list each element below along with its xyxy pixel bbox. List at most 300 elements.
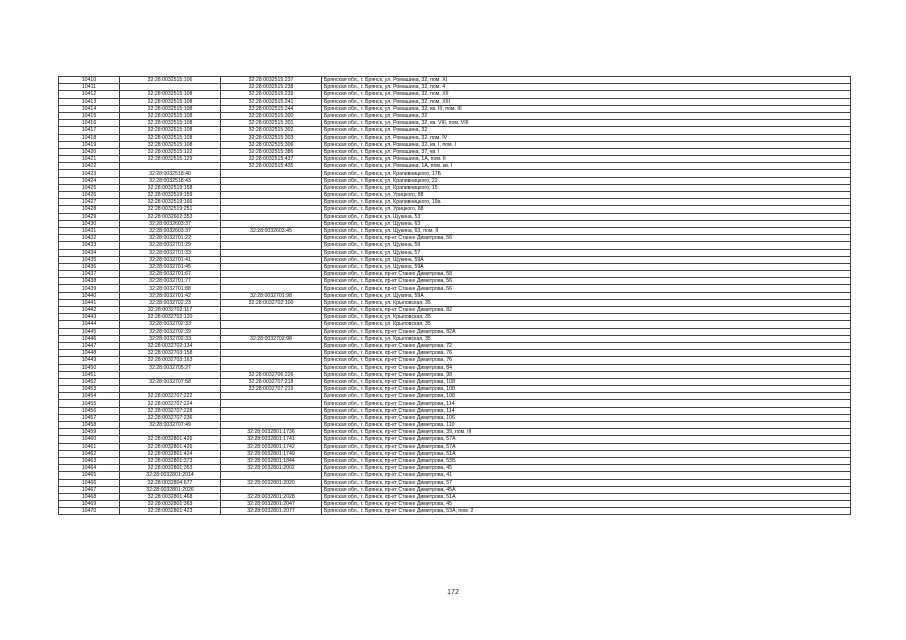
table-row [59, 378, 851, 385]
table-row [59, 479, 851, 486]
cadastral-number-cell: 32:28:0032801:373 [120, 457, 221, 464]
premises-cadastral-number-cell [221, 307, 322, 314]
table-row [59, 170, 851, 177]
premises-cadastral-number-cell [221, 342, 322, 349]
table-row [59, 414, 851, 421]
cadastral-number-cell: 32:28:0032707:236 [120, 414, 221, 421]
table-row [59, 407, 851, 414]
cadastral-number-cell: 32:28:0032701:22 [120, 235, 221, 242]
address-cell: Брянская обл., г. Брянск, ул. Урицкого, 88 [322, 206, 851, 213]
cadastral-number-cell: 32:28:0032702:117 [120, 307, 221, 314]
row-number-cell: 10435 [59, 256, 120, 263]
address-cell: Брянская обл., г. Брянск, пр-кт Станке Димитрова, 108 [322, 378, 851, 385]
cadastral-number-cell: 32:28:0032519:159 [120, 192, 221, 199]
row-number-cell: 10419 [59, 141, 120, 148]
address-cell: Брянская обл., г. Брянск, пр-кт Станке Димитрова, 45 [322, 465, 851, 472]
cadastral-number-cell: 32:28:0032519:251 [120, 206, 221, 213]
premises-cadastral-number-cell: 32:28:0032515:241 [221, 98, 322, 105]
address-cell: Брянская обл., г. Брянск, пр-кт Станке Димитрова, 56 [322, 285, 851, 292]
cadastral-number-cell: 32:28:0032701:33 [120, 249, 221, 256]
address-cell: Брянская обл., г. Брянск, пр-кт Станке Димитрова, 45 [322, 501, 851, 508]
address-cell: Брянская обл., г. Брянск, ул. Ромашина, 1А, пом. кв. I [322, 163, 851, 170]
address-cell: Брянская обл., г. Брянск, ул. Крыловская, 35 [322, 335, 851, 342]
row-number-cell: 10428 [59, 206, 120, 213]
premises-cadastral-number-cell: 32:28:0032515:239 [221, 91, 322, 98]
premises-cadastral-number-cell [221, 314, 322, 321]
row-number-cell: 10420 [59, 148, 120, 155]
row-number-cell: 10450 [59, 364, 120, 371]
premises-cadastral-number-cell: 32:28:0032801:1749 [221, 450, 322, 457]
cadastral-number-cell: 32:28:0032701:45 [120, 263, 221, 270]
premises-cadastral-number-cell: 32:28:0032515:237 [221, 77, 322, 84]
row-number-cell: 10457 [59, 414, 120, 421]
table-row [59, 77, 851, 84]
premises-cadastral-number-cell [221, 357, 322, 364]
premises-cadastral-number-cell [221, 177, 322, 184]
row-number-cell: 10410 [59, 77, 120, 84]
table-row [59, 472, 851, 479]
row-number-cell: 10454 [59, 393, 120, 400]
table-row [59, 278, 851, 285]
premises-cadastral-number-cell [221, 472, 322, 479]
table-row [59, 199, 851, 206]
address-cell: Брянская обл., г. Брянск, ул. Крапивницкого, 22 [322, 177, 851, 184]
premises-cadastral-number-cell [221, 414, 322, 421]
premises-cadastral-number-cell: 32:28:0032515:435 [221, 163, 322, 170]
cadastral-number-cell: 32:28:0032702:23 [120, 299, 221, 306]
address-cell: Брянская обл., г. Брянск, пр-кт Станке Димитрова, 41 [322, 472, 851, 479]
address-cell: Брянская обл., г. Брянск, пр-кт Станке Димитрова, 110 [322, 422, 851, 429]
cadastral-number-cell [120, 84, 221, 91]
cadastral-number-cell: 32:28:0032804:677 [120, 479, 221, 486]
table-row [59, 400, 851, 407]
table-row [59, 148, 851, 155]
row-number-cell: 10416 [59, 120, 120, 127]
address-cell: Брянская обл., г. Брянск, ул. Ромашина, 32, кв. I, пом. I [322, 141, 851, 148]
address-cell: Брянская обл., г. Брянск, пр-кт Станке Димитрова, 51А [322, 450, 851, 457]
address-cell: Брянская обл., г. Брянск, ул. Ромашина, 1А, пом. II [322, 156, 851, 163]
address-cell: Брянская обл., г. Брянск, ул. Щукина, 57 [322, 249, 851, 256]
table-row [59, 364, 851, 371]
row-number-cell: 10469 [59, 501, 120, 508]
row-number-cell: 10446 [59, 335, 120, 342]
cadastral-number-cell: 32:28:0032519:158 [120, 184, 221, 191]
address-cell: Брянская обл., г. Брянск, ул. Щукина, 59А [322, 256, 851, 263]
cadastral-number-cell: 32:28:0032801:424 [120, 450, 221, 457]
row-number-cell: 10449 [59, 357, 120, 364]
cadastral-number-cell: 32:28:0032801:2026 [120, 486, 221, 493]
table-row [59, 105, 851, 112]
premises-cadastral-number-cell [221, 199, 322, 206]
address-cell: Брянская обл., г. Брянск, пр-кт Станке Димитрова, 84 [322, 364, 851, 371]
cadastral-number-cell: 32:28:0032707:228 [120, 407, 221, 414]
table-row [59, 486, 851, 493]
premises-cadastral-number-cell [221, 249, 322, 256]
table-row [59, 163, 851, 170]
premises-cadastral-number-cell [221, 271, 322, 278]
premises-cadastral-number-cell: 32:28:0032801:2020 [221, 479, 322, 486]
address-cell: Брянская обл., г. Брянск, пр-кт Станке Димитрова, 76 [322, 357, 851, 364]
row-number-cell: 10455 [59, 400, 120, 407]
table-row [59, 177, 851, 184]
premises-cadastral-number-cell: 32:28:0032515:300 [221, 112, 322, 119]
cadastral-number-cell: 32:28:0032518:43 [120, 177, 221, 184]
row-number-cell: 10429 [59, 213, 120, 220]
address-cell: Брянская обл., г. Брянск, ул. Ромашина, 32, пом. XII [322, 91, 851, 98]
cadastral-number-cell: 32:28:0032801:423 [120, 508, 221, 515]
table-row [59, 249, 851, 256]
row-number-cell: 10433 [59, 242, 120, 249]
premises-cadastral-number-cell: 32:28:0032515:302 [221, 127, 322, 134]
cadastral-number-cell: 32:28:0032515:122 [120, 148, 221, 155]
table-row [59, 321, 851, 328]
cadastral-number-cell: 32:28:0032707:49 [120, 422, 221, 429]
premises-cadastral-number-cell: 32:28:0032515:303 [221, 134, 322, 141]
address-cell: Брянская обл., г. Брянск, пр-кт Станке Димитрова, 39, пом. III [322, 429, 851, 436]
premises-cadastral-number-cell: 32:28:0032801:1741 [221, 436, 322, 443]
row-number-cell: 10451 [59, 371, 120, 378]
table-row [59, 328, 851, 335]
address-cell: Брянская обл., г. Брянск, ул. Ромашина, 32 [322, 127, 851, 134]
row-number-cell: 10432 [59, 235, 120, 242]
premises-cadastral-number-cell: 32:28:0032706:226 [221, 371, 322, 378]
address-cell: Брянская обл., г. Брянск, пр-кт Станке Димитрова, 45А [322, 486, 851, 493]
premises-cadastral-number-cell: 32:28:0032702:98 [221, 335, 322, 342]
row-number-cell: 10461 [59, 443, 120, 450]
cadastral-number-cell: 32:28:0032701:67 [120, 271, 221, 278]
cadastral-number-cell: 32:28:0032702:33 [120, 321, 221, 328]
cadastral-number-cell: 32:28:0032801:353 [120, 465, 221, 472]
address-cell: Брянская обл., г. Брянск, ул. Ромашина, 37, кв. I [322, 148, 851, 155]
table-row [59, 422, 851, 429]
premises-cadastral-number-cell [221, 242, 322, 249]
cadastral-number-cell: 32:28:0032518:40 [120, 170, 221, 177]
table-row [59, 242, 851, 249]
address-cell: Брянская обл., г. Брянск, ул. Щукина, 63 [322, 220, 851, 227]
cadastral-number-cell: 32:28:0032701:41 [120, 256, 221, 263]
row-number-cell: 10452 [59, 378, 120, 385]
row-number-cell: 10425 [59, 184, 120, 191]
registry-table [58, 76, 851, 515]
row-number-cell: 10411 [59, 84, 120, 91]
premises-cadastral-number-cell [221, 364, 322, 371]
row-number-cell: 10456 [59, 407, 120, 414]
premises-cadastral-number-cell: 32:28:0032515:437 [221, 156, 322, 163]
table-row [59, 386, 851, 393]
premises-cadastral-number-cell [221, 263, 322, 270]
premises-cadastral-number-cell: 32:28:0032801:1736 [221, 429, 322, 436]
table-row [59, 285, 851, 292]
address-cell: Брянская обл., г. Брянск, ул. Крыловская, 35 [322, 321, 851, 328]
address-cell: Брянская обл., г. Брянск, пр-кт Станке Димитрова, 76 [322, 350, 851, 357]
premises-cadastral-number-cell [221, 400, 322, 407]
row-number-cell: 10431 [59, 227, 120, 234]
table-row [59, 429, 851, 436]
cadastral-number-cell: 32:28:0032515:108 [120, 91, 221, 98]
row-number-cell: 10443 [59, 314, 120, 321]
row-number-cell: 10447 [59, 342, 120, 349]
address-cell: Брянская обл., г. Брянск, ул. Ромашина, 32, пом. XIII [322, 98, 851, 105]
table-row [59, 271, 851, 278]
cadastral-number-cell: 32:28:0032603:37 [120, 227, 221, 234]
address-cell: Брянская обл., г. Брянск, пр-кт Станке Димитрова, 114 [322, 400, 851, 407]
row-number-cell: 10462 [59, 450, 120, 457]
table-row [59, 141, 851, 148]
table-row [59, 98, 851, 105]
cadastral-number-cell: 32:28:0032801:426 [120, 436, 221, 443]
row-number-cell: 10427 [59, 199, 120, 206]
premises-cadastral-number-cell [221, 192, 322, 199]
cadastral-number-cell [120, 386, 221, 393]
table-row [59, 350, 851, 357]
premises-cadastral-number-cell [221, 213, 322, 220]
address-cell: Брянская обл., г. Брянск, ул. Щукина, 59 [322, 242, 851, 249]
table-row [59, 299, 851, 306]
registry-table-body [59, 77, 851, 515]
cadastral-number-cell: 32:28:0032801:426 [120, 443, 221, 450]
row-number-cell: 10413 [59, 98, 120, 105]
row-number-cell: 10438 [59, 278, 120, 285]
address-cell: Брянская обл., г. Брянск, пр-кт Станке Димитрова, 114 [322, 407, 851, 414]
address-cell: Брянская обл., г. Брянск, пр-кт Станке Димитрова, 72 [322, 342, 851, 349]
premises-cadastral-number-cell [221, 328, 322, 335]
premises-cadastral-number-cell [221, 235, 322, 242]
cadastral-number-cell: 32:28:0032515:108 [120, 105, 221, 112]
table-row [59, 134, 851, 141]
table-row [59, 156, 851, 163]
row-number-cell: 10434 [59, 249, 120, 256]
table-row [59, 450, 851, 457]
row-number-cell: 10466 [59, 479, 120, 486]
cadastral-number-cell: 32:28:0032701:88 [120, 285, 221, 292]
premises-cadastral-number-cell: 32:28:0032801:2028 [221, 493, 322, 500]
premises-cadastral-number-cell [221, 278, 322, 285]
address-cell: Брянская обл., г. Брянск, ул. Ромашина, 32, пом. 4 [322, 84, 851, 91]
table-row [59, 457, 851, 464]
cadastral-number-cell: 32:28:0032603:37 [120, 220, 221, 227]
premises-cadastral-number-cell [221, 184, 322, 191]
premises-cadastral-number-cell: 32:28:0032801:2047 [221, 501, 322, 508]
premises-cadastral-number-cell: 32:28:0032801:1844 [221, 457, 322, 464]
table-row [59, 307, 851, 314]
address-cell: Брянская обл., г. Брянск, пр-кт Станке Димитрова, 57А [322, 436, 851, 443]
address-cell: Брянская обл., г. Брянск, пр-кт Станке Димитрова, 108 [322, 393, 851, 400]
row-number-cell: 10418 [59, 134, 120, 141]
row-number-cell: 10421 [59, 156, 120, 163]
row-number-cell: 10412 [59, 91, 120, 98]
table-row [59, 112, 851, 119]
table-row [59, 91, 851, 98]
table-row [59, 314, 851, 321]
address-cell: Брянская обл., г. Брянск, ул. Ромашина, 32, пом. IV [322, 134, 851, 141]
cadastral-number-cell: 32:28:0032515:129 [120, 156, 221, 163]
cadastral-number-cell: 32:28:0032702:33 [120, 335, 221, 342]
table-row [59, 227, 851, 234]
cadastral-number-cell: 32:28:0032515:108 [120, 127, 221, 134]
cadastral-number-cell: 32:28:0032801:468 [120, 493, 221, 500]
address-cell: Брянская обл., г. Брянск, ул. Крапивницкого, 17Б [322, 170, 851, 177]
row-number-cell: 10441 [59, 299, 120, 306]
row-number-cell: 10440 [59, 292, 120, 299]
table-row [59, 220, 851, 227]
premises-cadastral-number-cell [221, 256, 322, 263]
premises-cadastral-number-cell [221, 206, 322, 213]
row-number-cell: 10437 [59, 271, 120, 278]
address-cell: Брянская обл., г. Брянск, пр-кт Станке Димитрова, 53Б [322, 457, 851, 464]
address-cell: Брянская обл., г. Брянск, ул. Крыловская, 35 [322, 314, 851, 321]
premises-cadastral-number-cell: 32:28:0032707:219 [221, 386, 322, 393]
table-row [59, 342, 851, 349]
table-row [59, 84, 851, 91]
premises-cadastral-number-cell [221, 350, 322, 357]
cadastral-number-cell: 32:28:0032702:134 [120, 342, 221, 349]
table-row [59, 465, 851, 472]
table-row [59, 443, 851, 450]
cadastral-number-cell: 32:28:0032707:224 [120, 400, 221, 407]
page-number: 172 [447, 589, 459, 596]
row-number-cell: 10436 [59, 263, 120, 270]
address-cell: Брянская обл., г. Брянск, ул. Крапивницкого, 19а [322, 199, 851, 206]
table-row [59, 213, 851, 220]
row-number-cell: 10458 [59, 422, 120, 429]
premises-cadastral-number-cell: 32:28:0032515:386 [221, 148, 322, 155]
cadastral-number-cell: 32:28:0032515:108 [120, 134, 221, 141]
table-row [59, 120, 851, 127]
row-number-cell: 10442 [59, 307, 120, 314]
premises-cadastral-number-cell: 32:28:0032801:2002 [221, 465, 322, 472]
address-cell: Брянская обл., г. Брянск, пр-кт Станке Димитрова, 58 [322, 271, 851, 278]
table-row [59, 371, 851, 378]
table-row [59, 436, 851, 443]
address-cell: Брянская обл., г. Брянск, пр-кт Станке Димитрова, 51А [322, 493, 851, 500]
cadastral-number-cell: 32:28:0032515:108 [120, 112, 221, 119]
cadastral-number-cell: 32:28:0032705:27 [120, 364, 221, 371]
table-row [59, 184, 851, 191]
premises-cadastral-number-cell: 32:28:0032701:98 [221, 292, 322, 299]
row-number-cell: 10470 [59, 508, 120, 515]
table-row [59, 493, 851, 500]
address-cell: Брянская обл., г. Брянск, пр-кт Станке Димитрова, 57А [322, 443, 851, 450]
cadastral-number-cell: 32:28:0032703:158 [120, 350, 221, 357]
address-cell: Брянская обл., г. Брянск, ул. Щукина, 59А [322, 292, 851, 299]
cadastral-number-cell: 32:28:0032801:2014 [120, 472, 221, 479]
cadastral-number-cell: 32:28:0032703:163 [120, 357, 221, 364]
table-row [59, 335, 851, 342]
address-cell: Брянская обл., г. Брянск, пр-кт Станке Димитрова, 57 [322, 479, 851, 486]
premises-cadastral-number-cell: 32:28:0032801:2077 [221, 508, 322, 515]
cadastral-number-cell: 32:28:0032515:106 [120, 77, 221, 84]
address-cell: Брянская обл., г. Брянск, ул. Ромашина, 32, пом. XI [322, 77, 851, 84]
cadastral-number-cell [120, 371, 221, 378]
cadastral-number-cell: 32:28:0032519:166 [120, 199, 221, 206]
cadastral-number-cell: 32:28:0032515:108 [120, 98, 221, 105]
address-cell: Брянская обл., г. Брянск, ул. Крыловская, 35 [322, 299, 851, 306]
cadastral-number-cell: 32:28:0032801:363 [120, 501, 221, 508]
premises-cadastral-number-cell: 32:28:0032515:301 [221, 120, 322, 127]
row-number-cell: 10430 [59, 220, 120, 227]
cadastral-number-cell: 32:28:0032701:29 [120, 242, 221, 249]
address-cell: Брянская обл., г. Брянск, пр-кт Станке Димитрова, 53А, пом. 2 [322, 508, 851, 515]
cadastral-number-cell: 32:28:0032602:353 [120, 213, 221, 220]
premises-cadastral-number-cell: 32:28:0032515:306 [221, 141, 322, 148]
table-row [59, 393, 851, 400]
cadastral-number-cell: 32:28:0032701:42 [120, 292, 221, 299]
premises-cadastral-number-cell [221, 321, 322, 328]
premises-cadastral-number-cell: 32:28:0032707:218 [221, 378, 322, 385]
address-cell: Брянская обл., г. Брянск, ул. Щукина, 63, пом. II [322, 227, 851, 234]
address-cell: Брянская обл., г. Брянск, ул. Ромашина, 32, кв. VIII, пом. VIII [322, 120, 851, 127]
cadastral-number-cell: 32:28:0032702:120 [120, 314, 221, 321]
cadastral-number-cell: 32:28:0032515:108 [120, 120, 221, 127]
address-cell: Брянская обл., г. Брянск, пр-кт Станке Димитрова, 106 [322, 414, 851, 421]
table-row [59, 256, 851, 263]
premises-cadastral-number-cell [221, 170, 322, 177]
address-cell: Брянская обл., г. Брянск, ул. Урицкого, 88 [322, 192, 851, 199]
premises-cadastral-number-cell [221, 220, 322, 227]
cadastral-number-cell: 32:28:0032702:39 [120, 328, 221, 335]
row-number-cell: 10414 [59, 105, 120, 112]
row-number-cell: 10424 [59, 177, 120, 184]
premises-cadastral-number-cell [221, 422, 322, 429]
row-number-cell: 10467 [59, 486, 120, 493]
premises-cadastral-number-cell [221, 393, 322, 400]
row-number-cell: 10445 [59, 328, 120, 335]
table-row [59, 206, 851, 213]
row-number-cell: 10468 [59, 493, 120, 500]
cadastral-number-cell: 32:28:0032707:222 [120, 393, 221, 400]
cadastral-number-cell: 32:28:0032701:77 [120, 278, 221, 285]
row-number-cell: 10426 [59, 192, 120, 199]
address-cell: Брянская обл., г. Брянск, пр-кт Станке Димитрова, 82А [322, 328, 851, 335]
cadastral-number-cell [120, 163, 221, 170]
address-cell: Брянская обл., г. Брянск, ул. Ромашина, 32 [322, 112, 851, 119]
row-number-cell: 10448 [59, 350, 120, 357]
row-number-cell: 10463 [59, 457, 120, 464]
address-cell: Брянская обл., г. Брянск, ул. Щукина, 53 [322, 213, 851, 220]
row-number-cell: 10415 [59, 112, 120, 119]
row-number-cell: 10417 [59, 127, 120, 134]
row-number-cell: 10464 [59, 465, 120, 472]
row-number-cell: 10439 [59, 285, 120, 292]
table-row [59, 508, 851, 515]
row-number-cell: 10460 [59, 436, 120, 443]
cadastral-number-cell [120, 429, 221, 436]
premises-cadastral-number-cell: 32:28:0032801:1742 [221, 443, 322, 450]
table-row [59, 127, 851, 134]
address-cell: Брянская обл., г. Брянск, пр-кт Станке Димитрова, 56 [322, 278, 851, 285]
row-number-cell: 10459 [59, 429, 120, 436]
row-number-cell: 10423 [59, 170, 120, 177]
table-row [59, 263, 851, 270]
premises-cadastral-number-cell [221, 285, 322, 292]
cadastral-number-cell: 32:28:0032515:108 [120, 141, 221, 148]
address-cell: Брянская обл., г. Брянск, пр-кт Станке Димитрова, 56 [322, 235, 851, 242]
premises-cadastral-number-cell: 32:28:0032603:45 [221, 227, 322, 234]
row-number-cell: 10465 [59, 472, 120, 479]
address-cell: Брянская обл., г. Брянск, ул. Крапивницкого, 15 [322, 184, 851, 191]
table-row [59, 235, 851, 242]
row-number-cell: 10422 [59, 163, 120, 170]
premises-cadastral-number-cell [221, 407, 322, 414]
address-cell: Брянская обл., г. Брянск, ул. Щукина, 59А [322, 263, 851, 270]
cadastral-number-cell: 32:28:0032707:58 [120, 378, 221, 385]
address-cell: Брянская обл., г. Брянск, ул. Ромашина, 32, кв. III, пом. III [322, 105, 851, 112]
row-number-cell: 10453 [59, 386, 120, 393]
address-cell: Брянская обл., г. Брянск, пр-кт Станке Димитрова, 82 [322, 307, 851, 314]
address-cell: Брянская обл., г. Брянск, пр-кт Станке Димитрова, 108 [322, 386, 851, 393]
address-cell: Брянская обл., г. Брянск, пр-кт Станке Димитрова, 98 [322, 371, 851, 378]
premises-cadastral-number-cell: 32:28:0032702:100 [221, 299, 322, 306]
